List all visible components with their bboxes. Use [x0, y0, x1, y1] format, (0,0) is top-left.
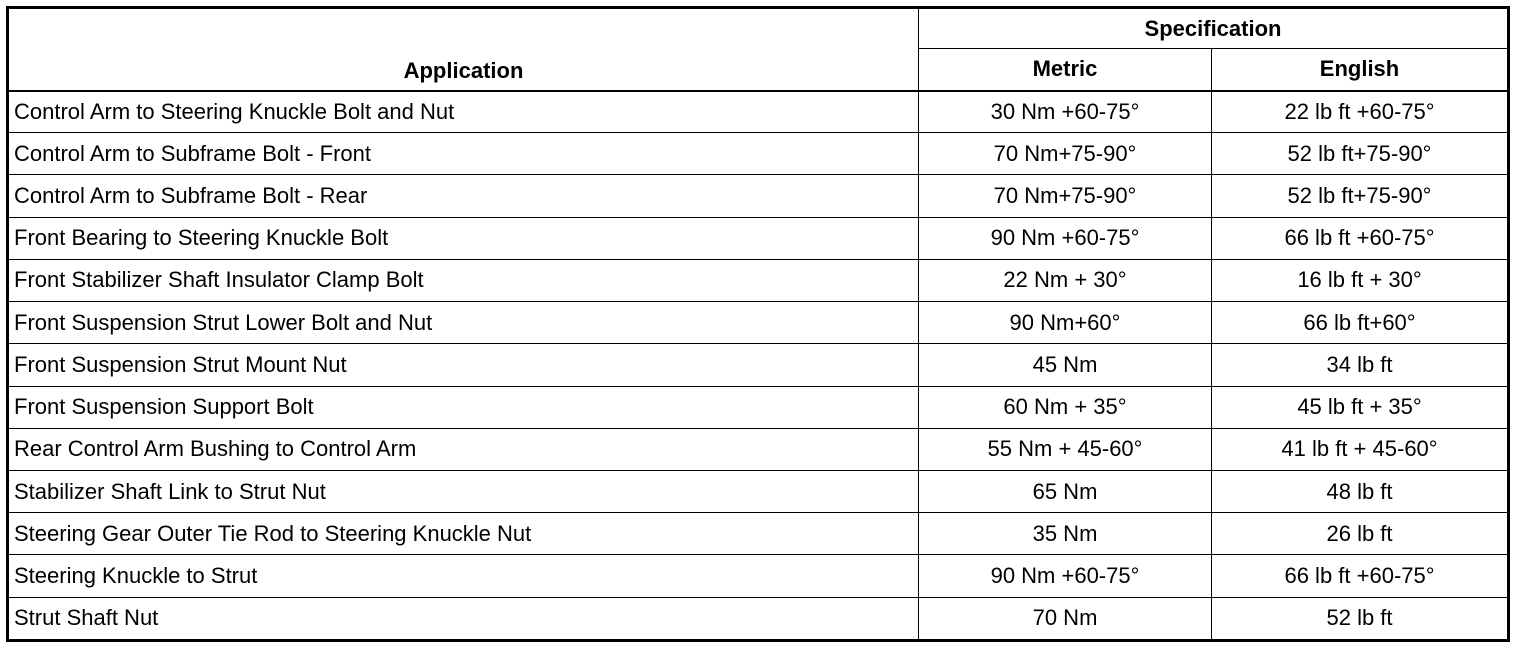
english-column-header: English: [1212, 49, 1509, 91]
specification-group-header: Specification: [919, 8, 1509, 49]
english-value-cell: 45 lb ft + 35°: [1212, 386, 1509, 428]
english-value-cell: 52 lb ft+75-90°: [1212, 133, 1509, 175]
table-row: [8, 175, 1509, 217]
application-cell: Control Arm to Steering Knuckle Bolt and Nut: [8, 91, 919, 133]
application-cell: Strut Shaft Nut: [8, 597, 919, 640]
metric-value-cell: 70 Nm+75-90°: [919, 175, 1212, 217]
table-row: [8, 513, 1509, 555]
table-row: [8, 428, 1509, 470]
application-cell: Control Arm to Subframe Bolt - Rear: [8, 175, 919, 217]
application-cell: Stabilizer Shaft Link to Strut Nut: [8, 470, 919, 512]
metric-value-cell: 70 Nm: [919, 597, 1212, 640]
table-row: [8, 597, 1509, 640]
header-row-top: [8, 8, 1509, 49]
application-cell: Front Bearing to Steering Knuckle Bolt: [8, 217, 919, 259]
table-row: [8, 217, 1509, 259]
metric-value-cell: 55 Nm + 45-60°: [919, 428, 1212, 470]
metric-column-header: Metric: [919, 49, 1212, 91]
metric-value-cell: 90 Nm +60-75°: [919, 217, 1212, 259]
english-value-cell: 52 lb ft+75-90°: [1212, 175, 1509, 217]
application-cell: Steering Gear Outer Tie Rod to Steering Knuckle Nut: [8, 513, 919, 555]
application-cell: Steering Knuckle to Strut: [8, 555, 919, 597]
application-cell: Rear Control Arm Bushing to Control Arm: [8, 428, 919, 470]
metric-value-cell: 60 Nm + 35°: [919, 386, 1212, 428]
english-value-cell: 41 lb ft + 45-60°: [1212, 428, 1509, 470]
torque-specification-table: [6, 6, 1510, 642]
table-header: [8, 8, 1509, 91]
application-cell: Control Arm to Subframe Bolt - Front: [8, 133, 919, 175]
application-cell: Front Stabilizer Shaft Insulator Clamp Bolt: [8, 259, 919, 301]
table-row: [8, 302, 1509, 344]
table-row: [8, 259, 1509, 301]
english-value-cell: 66 lb ft +60-75°: [1212, 217, 1509, 259]
table-row: [8, 91, 1509, 133]
metric-value-cell: 70 Nm+75-90°: [919, 133, 1212, 175]
english-value-cell: 66 lb ft+60°: [1212, 302, 1509, 344]
metric-value-cell: 45 Nm: [919, 344, 1212, 386]
english-value-cell: 66 lb ft +60-75°: [1212, 555, 1509, 597]
application-cell: Front Suspension Strut Lower Bolt and Nut: [8, 302, 919, 344]
application-cell: Front Suspension Strut Mount Nut: [8, 344, 919, 386]
table-body: [8, 91, 1509, 641]
table-row: [8, 344, 1509, 386]
table-row: [8, 133, 1509, 175]
metric-value-cell: 30 Nm +60-75°: [919, 91, 1212, 133]
application-column-header: Application: [8, 8, 919, 91]
table-row: [8, 386, 1509, 428]
table-row: [8, 470, 1509, 512]
metric-value-cell: 90 Nm +60-75°: [919, 555, 1212, 597]
metric-value-cell: 65 Nm: [919, 470, 1212, 512]
metric-value-cell: 22 Nm + 30°: [919, 259, 1212, 301]
english-value-cell: 16 lb ft + 30°: [1212, 259, 1509, 301]
metric-value-cell: 90 Nm+60°: [919, 302, 1212, 344]
english-value-cell: 52 lb ft: [1212, 597, 1509, 640]
english-value-cell: 48 lb ft: [1212, 470, 1509, 512]
table-row: [8, 555, 1509, 597]
english-value-cell: 26 lb ft: [1212, 513, 1509, 555]
metric-value-cell: 35 Nm: [919, 513, 1212, 555]
application-cell: Front Suspension Support Bolt: [8, 386, 919, 428]
english-value-cell: 22 lb ft +60-75°: [1212, 91, 1509, 133]
english-value-cell: 34 lb ft: [1212, 344, 1509, 386]
